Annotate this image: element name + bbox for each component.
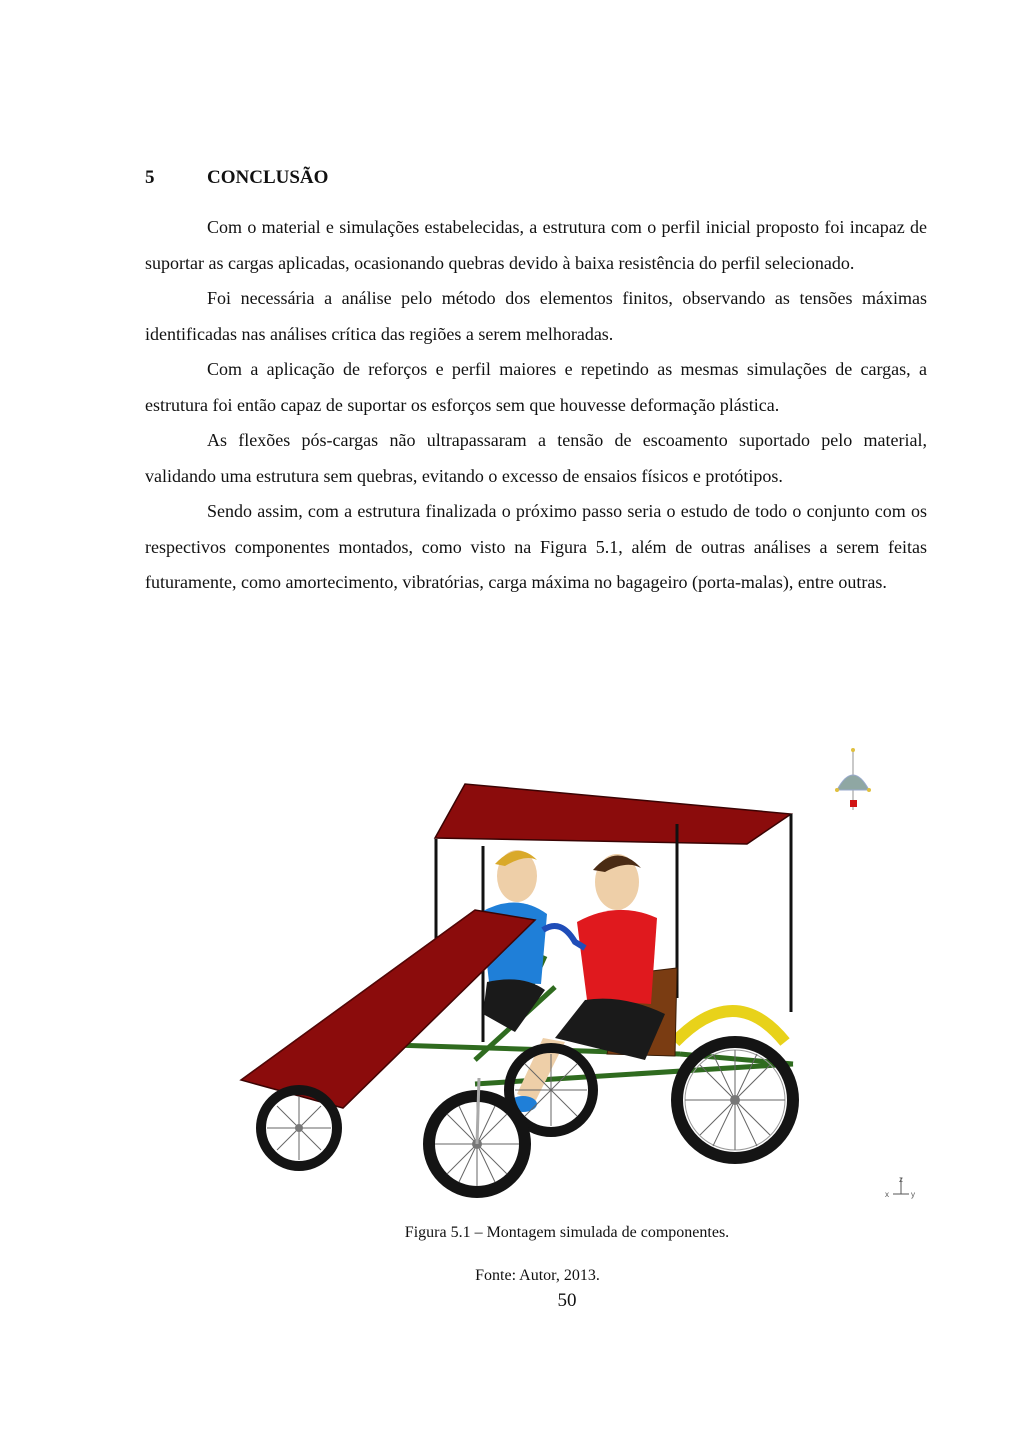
section-number: 5 <box>145 167 155 188</box>
axis-label-x: x <box>885 1190 889 1199</box>
wheel-front-left <box>261 1090 337 1166</box>
vehicle-illustration <box>225 742 930 1207</box>
section-title: CONCLUSÃO <box>207 167 329 188</box>
axis-label-y: y <box>911 1190 915 1199</box>
axis-triad <box>885 1175 915 1199</box>
figure-source: Fonte: Autor, 2013. <box>475 1267 600 1284</box>
figure-vehicle-assembly <box>225 742 930 1207</box>
paragraph: Foi necessária a análise pelo método dos elementos finitos, observando as tensões máximas identificadas nas análises crítica das regiões a serem melhoradas. <box>145 288 927 344</box>
figure-caption: Figura 5.1 – Montagem simulada de componentes. <box>404 1224 730 1241</box>
axis-label-z: z <box>899 1175 903 1184</box>
paragraph: Com o material e simulações estabelecidas, a estrutura com o perfil inicial proposto foi incapaz de suportar as cargas aplicadas, ocasionando quebras devido à baixa resistência do perfil selecionado. <box>145 217 927 273</box>
compass-widget <box>835 748 871 810</box>
paragraph: Sendo assim, com a estrutura finalizada o próximo passo seria o estudo de todo o conjunto com os respectivos componentes montados, como visto na Figura 5.1, além de outras análises a serem feitas futuramente, como amortecimento, vibratórias, carga máxima no bagageiro (porta-malas), entre outras. <box>145 501 927 592</box>
paragraph: Com a aplicação de reforços e perfil maiores e repetindo as mesmas simulações de cargas, a estrutura foi então capaz de suportar os esforços sem que houvesse deformação plástica. <box>145 359 927 415</box>
paragraph: As flexões pós-cargas não ultrapassaram a tensão de escoamento suportado pelo material, validando uma estrutura sem quebras, evitando o excesso de ensaios físicos e protótipos. <box>145 430 927 486</box>
wheel-rear <box>677 1042 793 1158</box>
body-text <box>145 210 927 601</box>
roof <box>435 784 791 844</box>
page-number: 50 <box>557 1290 577 1311</box>
